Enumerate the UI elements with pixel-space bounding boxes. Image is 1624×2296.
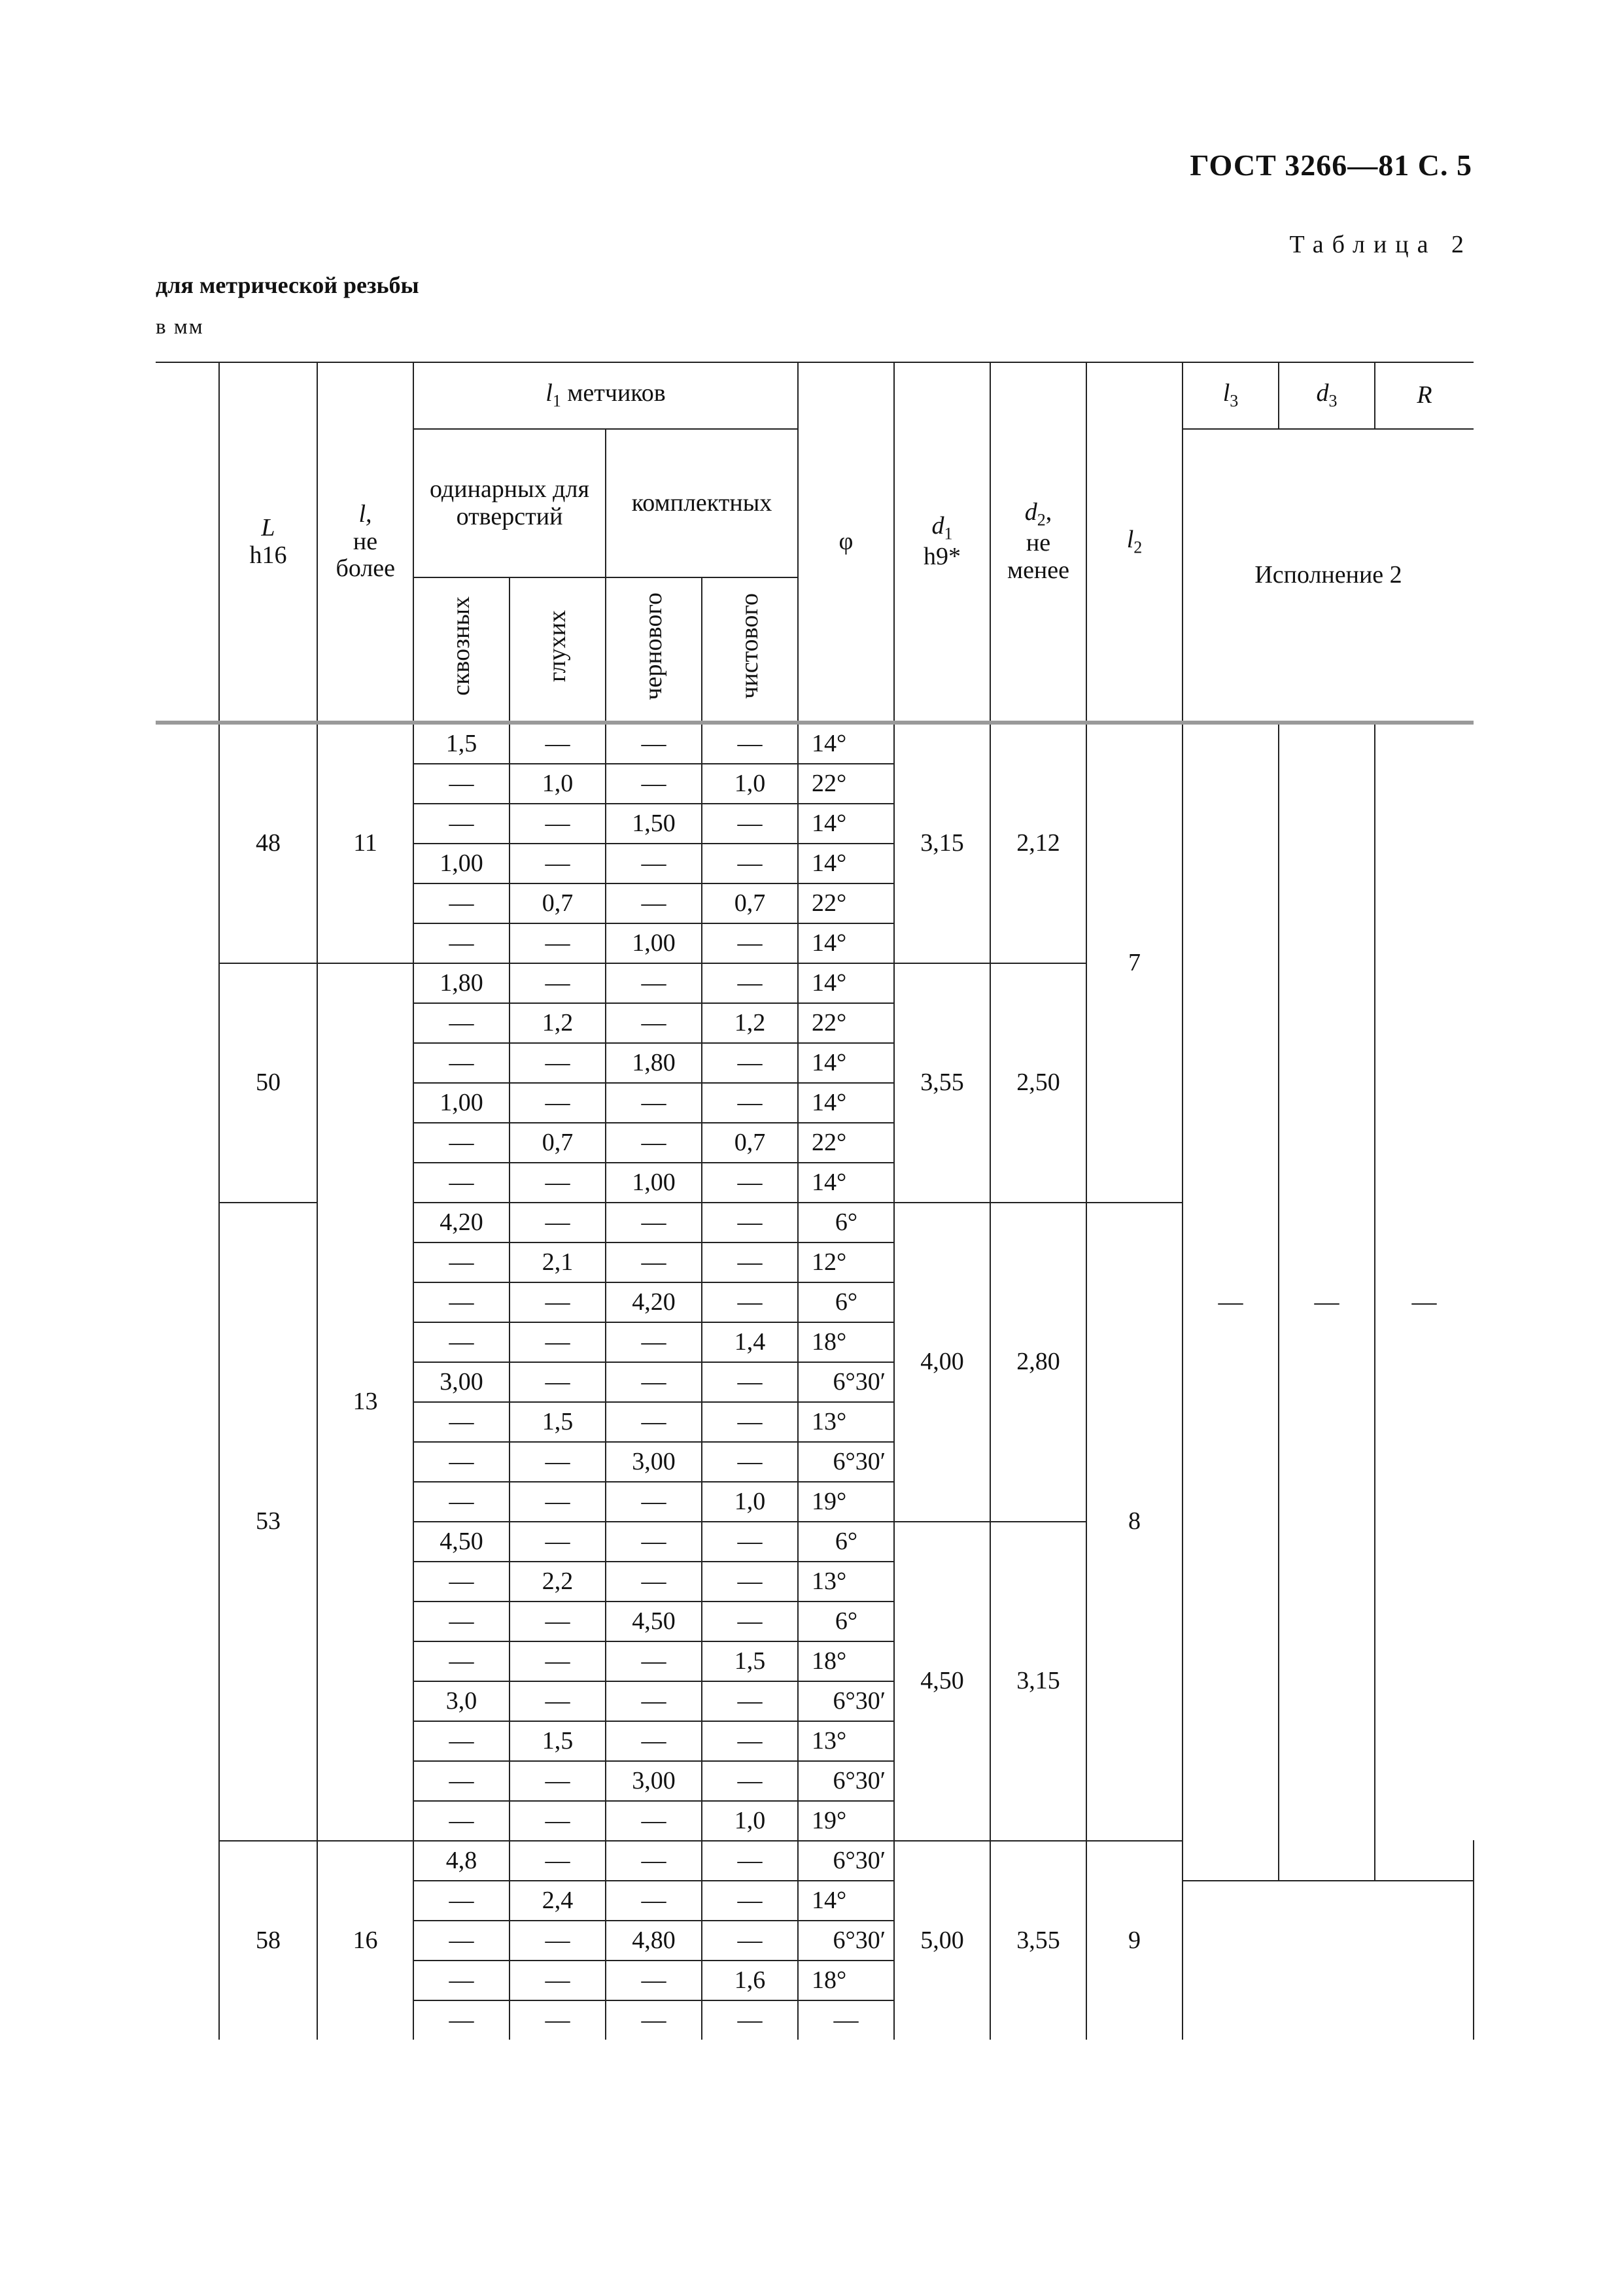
- cell-blind: —: [510, 1282, 606, 1322]
- cell-finish: —: [702, 1562, 798, 1602]
- cell-through: 3,0: [413, 1681, 510, 1721]
- cell-phi: 14°: [798, 723, 894, 764]
- blank-header-cell: [156, 362, 219, 723]
- cell-rough: —: [606, 1322, 702, 1362]
- header-rough: чернового: [606, 577, 702, 723]
- cell-through: —: [413, 1442, 510, 1482]
- cell-through: —: [413, 883, 510, 923]
- cell-finish: —: [702, 1921, 798, 1961]
- cell-through: —: [413, 764, 510, 804]
- cell-l2: 8: [1086, 1203, 1183, 1841]
- cell-through: —: [413, 1402, 510, 1442]
- cell-blind: —: [510, 1203, 606, 1242]
- header-l1-group: $l_1$ метчиков: [413, 362, 798, 429]
- cell-rough: —: [606, 1123, 702, 1163]
- header-through: сквозных: [413, 577, 510, 723]
- cell-phi: 14°: [798, 1881, 894, 1921]
- cell-d1: 4,00: [894, 1203, 990, 1522]
- cell-phi: 14°: [798, 1043, 894, 1083]
- header-d2: $d_2$, не менее: [990, 362, 1086, 723]
- cell-d2: 2,12: [990, 723, 1086, 963]
- cell-finish: —: [702, 804, 798, 844]
- cell-blind: —: [510, 804, 606, 844]
- header-l2: $l_2$: [1086, 362, 1183, 723]
- cell-rough: —: [606, 1522, 702, 1562]
- cell-finish: —: [702, 723, 798, 764]
- header-d1: $d_1$ h9*: [894, 362, 990, 723]
- cell-phi: 19°: [798, 1801, 894, 1841]
- cell-rough: 1,00: [606, 923, 702, 963]
- cell-through: —: [413, 1043, 510, 1083]
- cell-phi: 13°: [798, 1721, 894, 1761]
- cell-blind: 1,2: [510, 1003, 606, 1043]
- cell-blind: —: [510, 723, 606, 764]
- cell-finish: 1,5: [702, 1641, 798, 1681]
- cell-d1: 3,55: [894, 963, 990, 1203]
- cell-phi: 6°30′: [798, 1681, 894, 1721]
- cell-blind: —: [510, 1322, 606, 1362]
- cell-finish: —: [702, 1203, 798, 1242]
- cell-blind: —: [510, 844, 606, 883]
- header-d3: $d_3$: [1279, 362, 1375, 429]
- cell-blind: 0,7: [510, 883, 606, 923]
- cell-blind: —: [510, 2000, 606, 2040]
- cell-rough: —: [606, 723, 702, 764]
- cell-through: 1,00: [413, 844, 510, 883]
- units-note: в мм: [156, 315, 204, 339]
- cell-finish: —: [702, 1841, 798, 1881]
- header-blind: глухих: [510, 577, 606, 723]
- cell-rough: —: [606, 883, 702, 923]
- cell-finish: —: [702, 963, 798, 1003]
- cell-finish: —: [702, 923, 798, 963]
- cell-finish: 1,2: [702, 1003, 798, 1043]
- cell-rough: 1,50: [606, 804, 702, 844]
- cell-phi: 22°: [798, 764, 894, 804]
- cell-phi: 18°: [798, 1322, 894, 1362]
- cell-phi: 6°30′: [798, 1841, 894, 1881]
- cell-through: —: [413, 1322, 510, 1362]
- cell-through: —: [413, 1881, 510, 1921]
- cell-finish: —: [702, 1163, 798, 1203]
- cell-through: —: [413, 1602, 510, 1641]
- cell-through: —: [413, 1961, 510, 2000]
- cell-through: —: [413, 1641, 510, 1681]
- cell-blind: 1,5: [510, 1402, 606, 1442]
- cell-phi: 14°: [798, 844, 894, 883]
- cell-d1: 3,15: [894, 723, 990, 963]
- header-set: комплектных: [606, 429, 798, 577]
- cell-blind: 1,0: [510, 764, 606, 804]
- cell-finish: —: [702, 1681, 798, 1721]
- cell-R: —: [1375, 723, 1474, 1881]
- cell-blind: —: [510, 1761, 606, 1801]
- cell-blind: —: [510, 1681, 606, 1721]
- cell-finish: 1,0: [702, 764, 798, 804]
- cell-finish: 1,0: [702, 1801, 798, 1841]
- cell-d3: —: [1279, 723, 1375, 1881]
- cell-through: —: [413, 923, 510, 963]
- cell-phi: 13°: [798, 1562, 894, 1602]
- cell-rough: —: [606, 1841, 702, 1881]
- cell-rough: —: [606, 1681, 702, 1721]
- cell-phi: 6°: [798, 1282, 894, 1322]
- cell-L: 53: [219, 1203, 317, 1841]
- cell-phi: 6°30′: [798, 1921, 894, 1961]
- cell-blind: 2,2: [510, 1562, 606, 1602]
- table-title: для метрической резьбы: [156, 272, 419, 298]
- cell-finish: —: [702, 2000, 798, 2040]
- cell-finish: —: [702, 1402, 798, 1442]
- cell-l3: —: [1183, 723, 1279, 1881]
- cell-rough: 4,80: [606, 1921, 702, 1961]
- cell-l2: 9: [1086, 1841, 1183, 2040]
- cell-d2: 2,50: [990, 963, 1086, 1203]
- cell-blind: —: [510, 1043, 606, 1083]
- cell-through: —: [413, 1242, 510, 1282]
- dimensions-table: [156, 362, 1474, 2040]
- cell-phi: 14°: [798, 1083, 894, 1123]
- cell-blind: 2,4: [510, 1881, 606, 1921]
- cell-through: —: [413, 1003, 510, 1043]
- cell-rough: —: [606, 1801, 702, 1841]
- cell-rough: —: [606, 844, 702, 883]
- cell-through: —: [413, 1721, 510, 1761]
- cell-finish: —: [702, 1881, 798, 1921]
- cell-rough: 3,00: [606, 1442, 702, 1482]
- cell-through: —: [413, 1921, 510, 1961]
- header-phi: φ: [798, 362, 894, 723]
- cell-rough: —: [606, 1003, 702, 1043]
- cell-rough: —: [606, 1083, 702, 1123]
- cell-rough: —: [606, 1562, 702, 1602]
- l-subtext: не более: [336, 527, 396, 583]
- cell-phi: 12°: [798, 1242, 894, 1282]
- header-finish: чистового: [702, 577, 798, 723]
- cell-blind: —: [510, 1801, 606, 1841]
- cell-finish: —: [702, 1043, 798, 1083]
- cell-through: —: [413, 1562, 510, 1602]
- blank-left-column: [156, 723, 219, 2040]
- cell-finish: —: [702, 844, 798, 883]
- cell-d1: 4,50: [894, 1522, 990, 1841]
- cell-blind: —: [510, 963, 606, 1003]
- cell-L: 48: [219, 723, 317, 963]
- cell-finish: —: [702, 1522, 798, 1562]
- cell-through: —: [413, 1123, 510, 1163]
- cell-phi: 6°: [798, 1522, 894, 1562]
- table-caption: Таблица 2: [1289, 231, 1472, 258]
- header-l: l, не более: [317, 362, 413, 723]
- cell-finish: 0,7: [702, 1123, 798, 1163]
- cell-rough: —: [606, 1362, 702, 1402]
- cell-phi: 6°30′: [798, 1442, 894, 1482]
- cell-finish: —: [702, 1362, 798, 1402]
- cell-phi: 6°: [798, 1203, 894, 1242]
- cell-through: 4,8: [413, 1841, 510, 1881]
- cell-blind: —: [510, 1641, 606, 1681]
- cell-finish: —: [702, 1242, 798, 1282]
- cell-phi: 6°: [798, 1602, 894, 1641]
- cell-blind: —: [510, 1362, 606, 1402]
- cell-phi: 6°30′: [798, 1761, 894, 1801]
- cell-blind: 1,5: [510, 1721, 606, 1761]
- cell-phi: 22°: [798, 1123, 894, 1163]
- cell-rough: —: [606, 1721, 702, 1761]
- cell-phi: 14°: [798, 963, 894, 1003]
- cell-finish: 1,4: [702, 1322, 798, 1362]
- cell-blind: —: [510, 1602, 606, 1641]
- cell-finish: 1,6: [702, 1961, 798, 2000]
- cell-rough: —: [606, 1482, 702, 1522]
- cell-phi: 18°: [798, 1641, 894, 1681]
- cell-through: —: [413, 1282, 510, 1322]
- cell-through: —: [413, 1801, 510, 1841]
- cell-blind: —: [510, 1482, 606, 1522]
- cell-blind: —: [510, 1841, 606, 1881]
- cell-rough: —: [606, 963, 702, 1003]
- cell-phi: 22°: [798, 883, 894, 923]
- cell-rough: —: [606, 1961, 702, 2000]
- cell-through: —: [413, 1482, 510, 1522]
- cell-through: 4,50: [413, 1522, 510, 1562]
- cell-rough: —: [606, 1203, 702, 1242]
- header-exec2: Исполнение 2: [1183, 429, 1474, 723]
- cell-L: 58: [219, 1841, 317, 2040]
- cell-blind: —: [510, 1522, 606, 1562]
- cell-finish: 1,0: [702, 1482, 798, 1522]
- cell-rough: —: [606, 1881, 702, 1921]
- cell-d2: 2,80: [990, 1203, 1086, 1522]
- cell-phi: 18°: [798, 1961, 894, 2000]
- cell-rough: 4,50: [606, 1602, 702, 1641]
- cell-d1: 5,00: [894, 1841, 990, 2040]
- cell-rough: —: [606, 1641, 702, 1681]
- cell-through: 4,20: [413, 1203, 510, 1242]
- cell-rough: 4,20: [606, 1282, 702, 1322]
- cell-finish: —: [702, 1083, 798, 1123]
- cell-phi: 6°30′: [798, 1362, 894, 1402]
- cell-blind: 0,7: [510, 1123, 606, 1163]
- cell-finish: 0,7: [702, 883, 798, 923]
- cell-blind: —: [510, 1083, 606, 1123]
- cell-through: —: [413, 804, 510, 844]
- cell-phi: 14°: [798, 1163, 894, 1203]
- cell-phi: 14°: [798, 923, 894, 963]
- header-single: одинарных для отверстий: [413, 429, 606, 577]
- page-header: ГОСТ 3266—81 С. 5: [1190, 148, 1472, 182]
- cell-blind: —: [510, 1961, 606, 2000]
- cell-phi: 13°: [798, 1402, 894, 1442]
- header-l3: $l_3$: [1183, 362, 1279, 429]
- cell-blind: —: [510, 1442, 606, 1482]
- table-row: [156, 723, 1474, 764]
- cell-rough: 1,80: [606, 1043, 702, 1083]
- cell-d2: 3,15: [990, 1522, 1086, 1841]
- header-R: R: [1375, 362, 1474, 429]
- cell-finish: —: [702, 1761, 798, 1801]
- cell-rough: —: [606, 764, 702, 804]
- cell-rough: —: [606, 2000, 702, 2040]
- cell-finish: —: [702, 1602, 798, 1641]
- cell-phi: 14°: [798, 804, 894, 844]
- cell-l: 11: [317, 723, 413, 963]
- cell-rough: 3,00: [606, 1761, 702, 1801]
- cell-through: —: [413, 2000, 510, 2040]
- header-L: L h16: [219, 362, 317, 723]
- cell-through: —: [413, 1163, 510, 1203]
- cell-phi: 19°: [798, 1482, 894, 1522]
- cell-through: 1,5: [413, 723, 510, 764]
- cell-finish: —: [702, 1721, 798, 1761]
- cell-finish: —: [702, 1442, 798, 1482]
- cell-l: 13: [317, 963, 413, 1841]
- cell-blind: —: [510, 1921, 606, 1961]
- cell-through: 1,80: [413, 963, 510, 1003]
- cell-d2: 3,55: [990, 1841, 1086, 2040]
- cell-rough: 1,00: [606, 1163, 702, 1203]
- cell-rough: —: [606, 1242, 702, 1282]
- cell-l: 16: [317, 1841, 413, 2040]
- cell-blind: —: [510, 1163, 606, 1203]
- cell-through: 1,00: [413, 1083, 510, 1123]
- cell-phi: —: [798, 2000, 894, 2040]
- cell-finish: —: [702, 1282, 798, 1322]
- cell-phi: 22°: [798, 1003, 894, 1043]
- cell-blind: —: [510, 923, 606, 963]
- cell-through: —: [413, 1761, 510, 1801]
- cell-l2: 7: [1086, 723, 1183, 1203]
- cell-L: 50: [219, 963, 317, 1203]
- cell-through: 3,00: [413, 1362, 510, 1402]
- header-row: [156, 362, 1474, 429]
- cell-blind: 2,1: [510, 1242, 606, 1282]
- cell-rough: —: [606, 1402, 702, 1442]
